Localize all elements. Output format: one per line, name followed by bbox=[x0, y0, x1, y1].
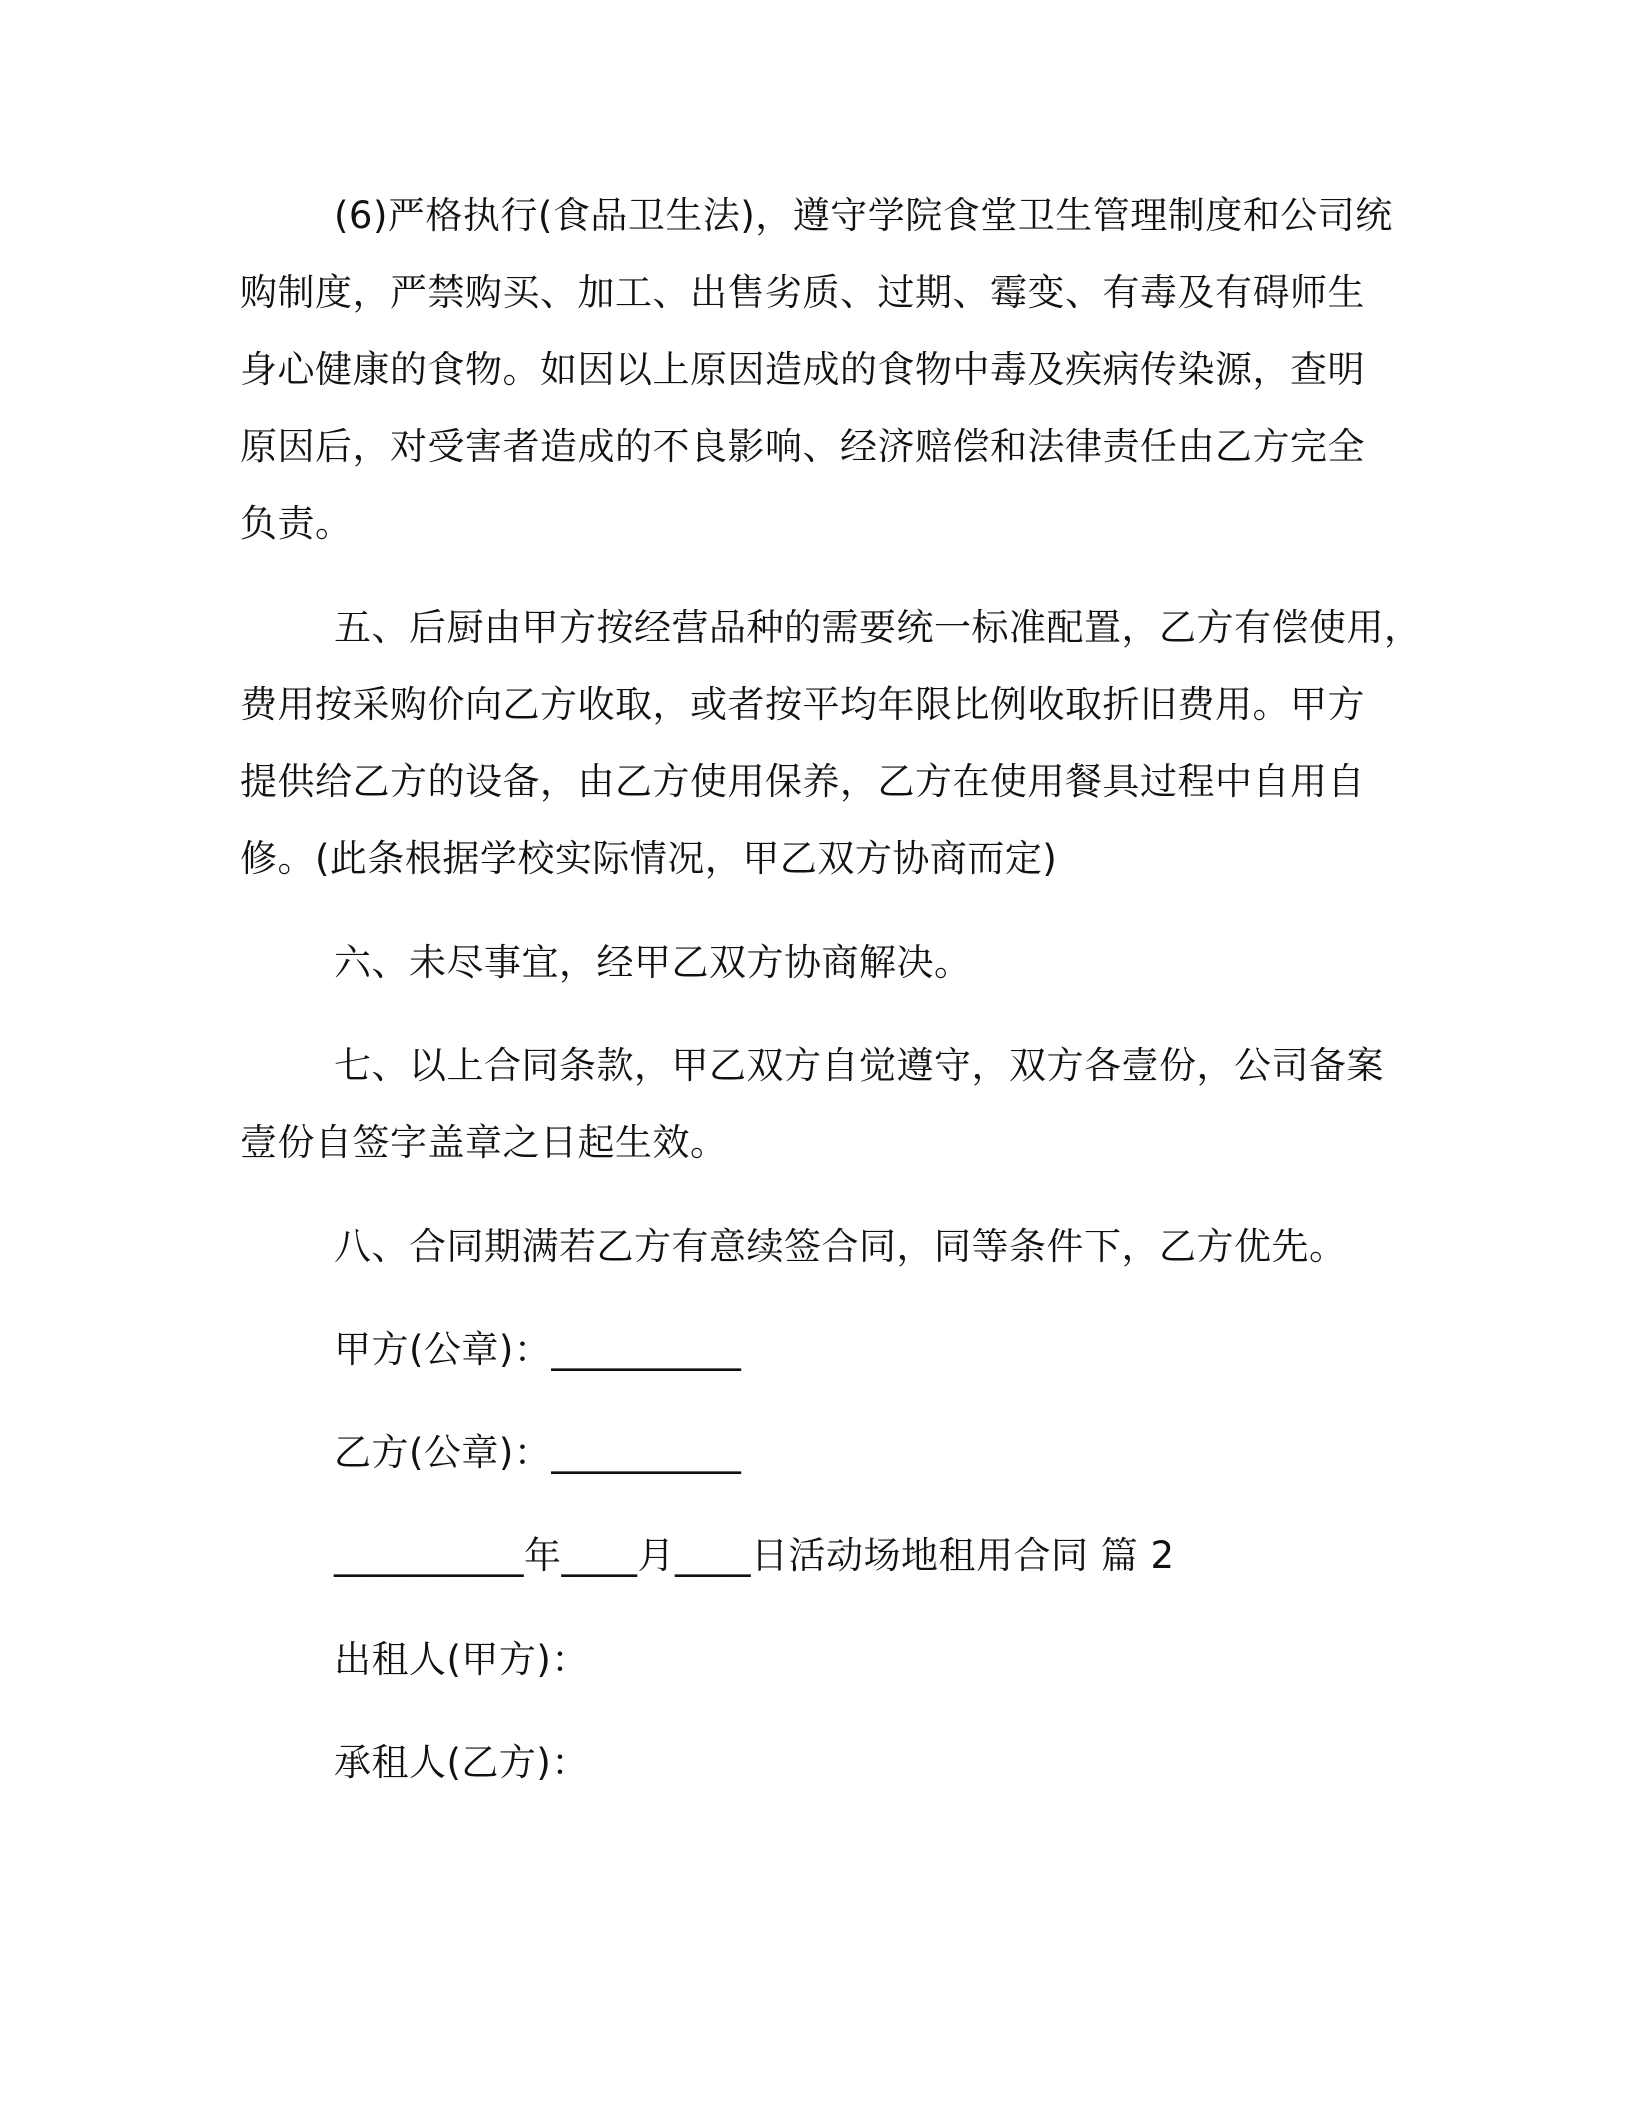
clause-5-line-2: 费用按采购价向乙方收取，或者按平均年限比例收取折旧费用。甲方 bbox=[240, 683, 1365, 726]
clause-5-line-4: 修。(此条根据学校实际情况，甲乙双方协商而定) bbox=[240, 837, 1058, 880]
clause-7-line-2: 壹份自签字盖章之日起生效。 bbox=[240, 1121, 728, 1164]
para-6-line-2: 购制度，严禁购买、加工、出售劣质、过期、霉变、有毒及有碍师生 bbox=[240, 271, 1365, 314]
lessee-label: 承租人(乙方)： bbox=[334, 1741, 589, 1784]
party-b-seal-line: 乙方(公章)：__________ bbox=[334, 1431, 742, 1474]
lessor-label: 出租人(甲方)： bbox=[334, 1638, 589, 1681]
para-6-line-4: 原因后，对受害者造成的不良影响、经济赔偿和法律责任由乙方完全 bbox=[240, 425, 1365, 468]
date-and-contract-heading: __________年____月____日活动场地租用合同 篇 2 bbox=[334, 1534, 1175, 1577]
clause-5-line-1: 五、后厨由甲方按经营品种的需要统一标准配置，乙方有偿使用， bbox=[334, 606, 1422, 649]
para-6-line-3: 身心健康的食物。如因以上原因造成的食物中毒及疾病传染源，查明 bbox=[240, 348, 1365, 391]
para-6-line-5: 负责。 bbox=[240, 502, 353, 545]
clause-7-line-1: 七、以上合同条款，甲乙双方自觉遵守，双方各壹份，公司备案 bbox=[334, 1044, 1384, 1087]
clause-6: 六、未尽事宜，经甲乙双方协商解决。 bbox=[334, 941, 972, 984]
clause-8: 八、合同期满若乙方有意续签合同，同等条件下，乙方优先。 bbox=[334, 1225, 1347, 1268]
para-6-line-1: (6)严格执行(食品卫生法)，遵守学院食堂卫生管理制度和公司统 bbox=[334, 194, 1393, 237]
clause-5-line-3: 提供给乙方的设备，由乙方使用保养，乙方在使用餐具过程中自用自 bbox=[240, 760, 1365, 803]
party-a-seal-line: 甲方(公章)：__________ bbox=[334, 1328, 742, 1371]
